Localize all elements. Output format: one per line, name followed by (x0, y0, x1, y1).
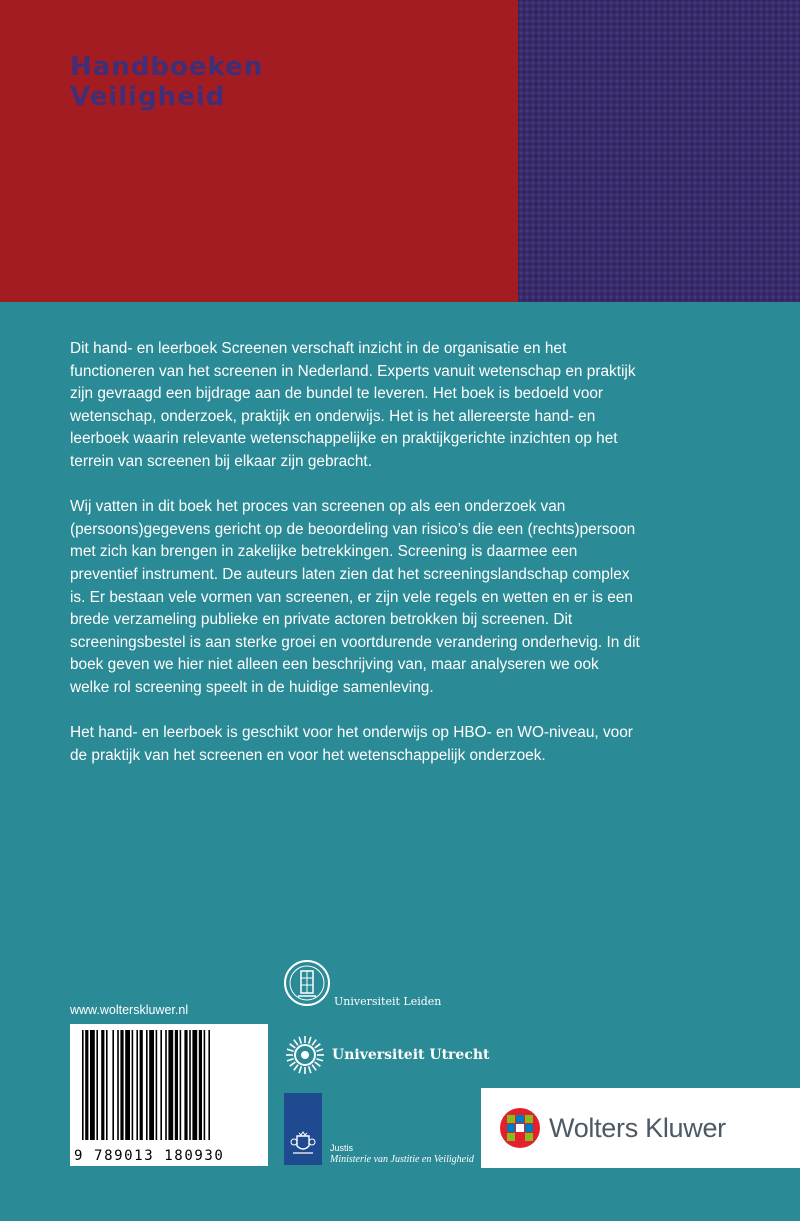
sun-ray (299, 1037, 301, 1044)
justis-ministry: Ministerie van Justitie en Veiligheid (330, 1154, 474, 1165)
sun-ray (290, 1062, 296, 1066)
blurb-paragraph-1: Dit hand- en leerboek Screenen verschaft inzicht in de organisatie en het functioneren van het screenen in Nederland. Experts vanuit wetenschap en praktijk zijn gevraagd een bijdrage aan de bundel te leveren. Het boek is bedoeld voor wetenschap, onderzoek, praktijk en onderwijs. Het is het allereerste hand- en leerboek waarin relevante wetenschappelijke en praktijkgerichte inzichten op het terrein van screenen bij elkaar zijn gebracht. (70, 340, 636, 470)
isbn-barcode (70, 1024, 268, 1166)
barcode-bar (208, 1030, 210, 1140)
barcode-bar (136, 1030, 138, 1140)
barcode-bar (192, 1030, 197, 1140)
barcode-bar (125, 1030, 130, 1140)
barcode-bar (180, 1030, 182, 1140)
barcode-bar (165, 1030, 167, 1140)
blurb (70, 338, 640, 790)
barcode-bar (160, 1030, 162, 1140)
sun-ray (287, 1059, 294, 1061)
barcode-bar (140, 1030, 143, 1140)
wolters-kluwer-wordmark: Wolters Kluwer (549, 1112, 726, 1143)
sun-ray (309, 1066, 311, 1073)
utrecht-label: Universiteit Utrecht (332, 1047, 490, 1063)
blurb-paragraph-3: Het hand- en leerboek is geschikt voor het onderwijs op HBO- en WO-niveau, voor de praktijk van het screenen en voor het wetenschappelijk onderzoek. (70, 724, 633, 764)
sun-ray (315, 1062, 321, 1066)
wolters-kluwer-logo (481, 1088, 800, 1168)
barcode-bar (156, 1030, 158, 1140)
barcode-bar (149, 1030, 154, 1140)
barcode-bar (106, 1030, 108, 1140)
barcode-bar (146, 1030, 148, 1140)
blurb-paragraph-2: Wij vatten in dit boek het proces van screenen op als een onderzoek van (persoons)gegevens gericht op de beoordeling van risico’s die een (rechts)persoon met zich kan brengen in zakelijke betrekkingen. Screening is daarmee een preventief instrument. De auteurs laten zien dat het screeningslandschap complex is. Er bestaan vele vormen van screenen, er zijn vele regels en wetten en er is een brede verzameling publieke en private actoren betrokken bij screenen. Dit screeningsbestel is aan sterke groei en voortdurende verandering onderhevig. In dit boek geven we hier niet alleen een beschrijving van, maar analyseren we ook welke rol screening speelt in de huidige samenleving. (70, 498, 640, 696)
website-url: www.wolterskluwer.nl (70, 1003, 189, 1017)
barcode-bar (175, 1030, 178, 1140)
sun-ray (299, 1066, 301, 1073)
universiteit-leiden-logo (284, 958, 441, 1008)
utrecht-sun-icon (284, 1034, 326, 1076)
sun-ray (309, 1037, 311, 1044)
barcode-bar (189, 1030, 191, 1140)
barcode-bar (120, 1030, 123, 1140)
barcode-bar (184, 1030, 187, 1140)
barcode-bar (101, 1030, 104, 1140)
sun-ray (287, 1049, 294, 1051)
barcode-bar (199, 1030, 202, 1140)
leiden-label: Universiteit Leiden (334, 994, 442, 1008)
sun-ray (312, 1065, 316, 1071)
wolters-kluwer-logo-icon (499, 1107, 541, 1149)
barcode-bar (90, 1030, 95, 1140)
sun-ray (316, 1049, 323, 1051)
barcode-bar (112, 1030, 114, 1140)
series-title-line2: Veiligheid (70, 82, 226, 112)
justis-name: Justis (330, 1143, 354, 1153)
sun-ray (294, 1040, 298, 1046)
barcode-bar (82, 1030, 84, 1140)
barcode-bar (204, 1030, 206, 1140)
isbn-digits: 9 789013 180930 (74, 1148, 225, 1164)
universiteit-utrecht-logo (284, 1034, 490, 1076)
barcode-bars (70, 1024, 268, 1144)
rijkswapen-icon (288, 1128, 318, 1158)
leiden-seal-icon (284, 958, 330, 1008)
series-title-line1: Handboeken (70, 52, 264, 82)
series-title (70, 52, 263, 112)
top-purple-panel (518, 0, 800, 302)
barcode-bar (168, 1030, 173, 1140)
barcode-bar (85, 1030, 88, 1140)
top-red-panel (0, 0, 518, 302)
sun-ray (316, 1059, 323, 1061)
sun-ray (294, 1065, 298, 1071)
justis-text (330, 1143, 474, 1165)
sun-ray (315, 1044, 321, 1048)
barcode-bar (132, 1030, 134, 1140)
sun-ray (290, 1044, 296, 1048)
sun-ray (312, 1040, 316, 1046)
barcode-bar (96, 1030, 98, 1140)
barcode-bar (117, 1030, 119, 1140)
